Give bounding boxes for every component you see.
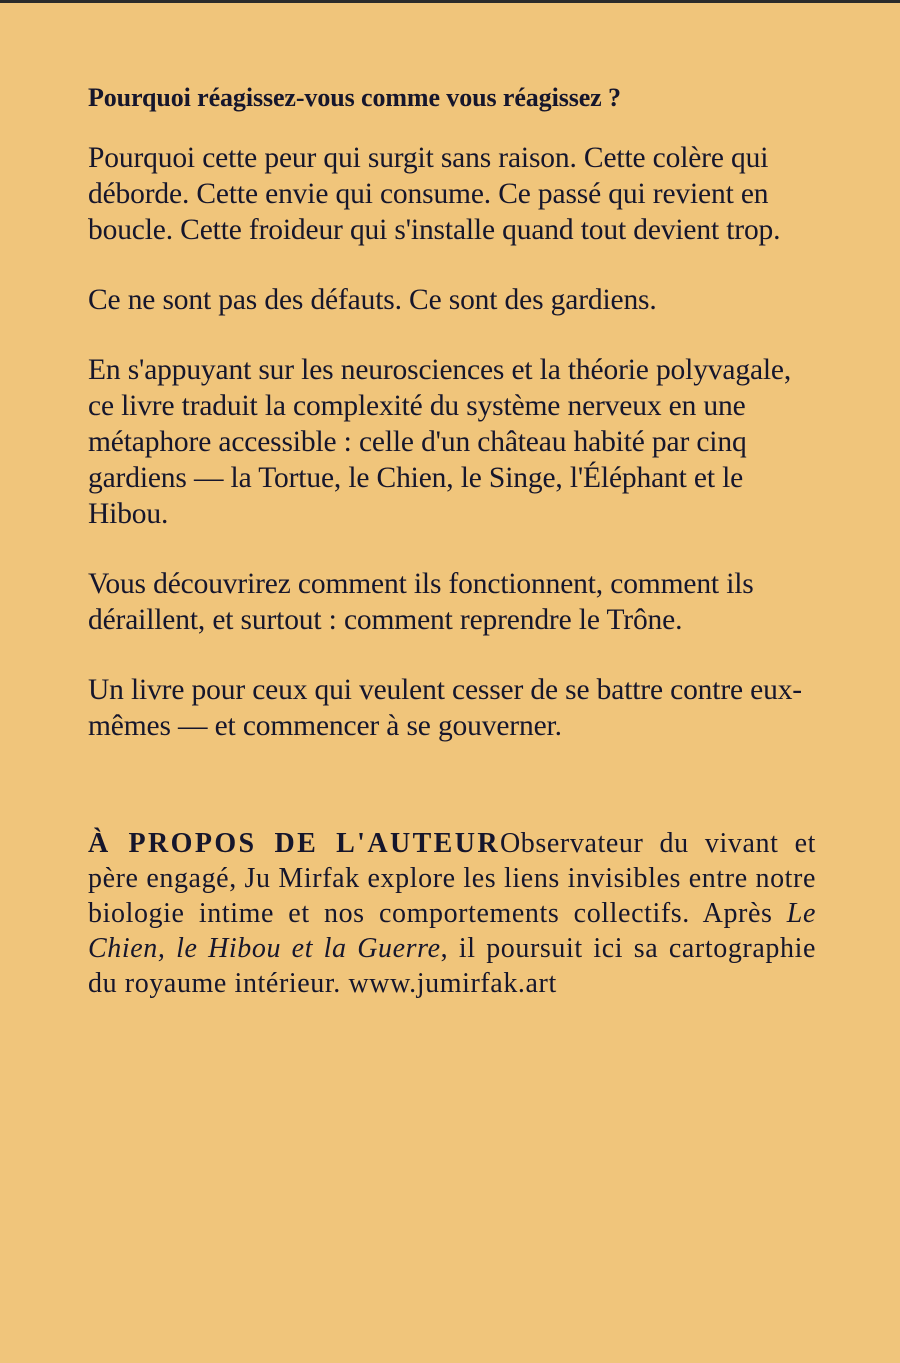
author-bio-heading: À PROPOS DE L'AUTEUR [88, 828, 500, 859]
author-bio-text-before-title: Observateur du vivant et père engagé, Ju Mirfak explore les liens invisibles entre notre biologie intime et nos comportements collectifs. Après [88, 828, 816, 929]
cover-content [88, 82, 816, 1001]
page-title: Pourquoi réagissez-vous comme vous réagissez ? [88, 83, 621, 112]
blurb-paragraph: Pourquoi cette peur qui surgit sans raison. Cette colère qui déborde. Cette envie qui consume. Ce passé qui revient en boucle. Cette froideur qui s'installe quand tout devient trop. [88, 142, 781, 246]
author-website[interactable]: www.jumirfak.art [348, 968, 557, 999]
previous-book-title: Le Chien, le Hibou et la Guerre [88, 898, 816, 964]
blurb-paragraph: Vous découvrirez comment ils fonctionnent, comment ils déraillent, et surtout : comment reprendre le Trône. [88, 568, 754, 636]
blurb-paragraph: En s'appuyant sur les neurosciences et la théorie polyvagale, ce livre traduit la complexité du système nerveux en une métaphore accessible : celle d'un château habité par cinq gardiens — la Tortue, le Chien, le Singe, l'Éléphant et le Hibou. [88, 354, 792, 530]
author-bio [88, 826, 816, 1001]
blurb-paragraph: Ce ne sont pas des défauts. Ce sont des gardiens. [88, 284, 657, 316]
blurb-paragraph: Un livre pour ceux qui veulent cesser de se battre contre eux-mêmes — et commencer à se gouverner. [88, 674, 802, 742]
author-bio-text-after-title: , il poursuit ici sa cartographie du royaume intérieur. [88, 933, 816, 999]
top-edge-strip [0, 0, 900, 3]
